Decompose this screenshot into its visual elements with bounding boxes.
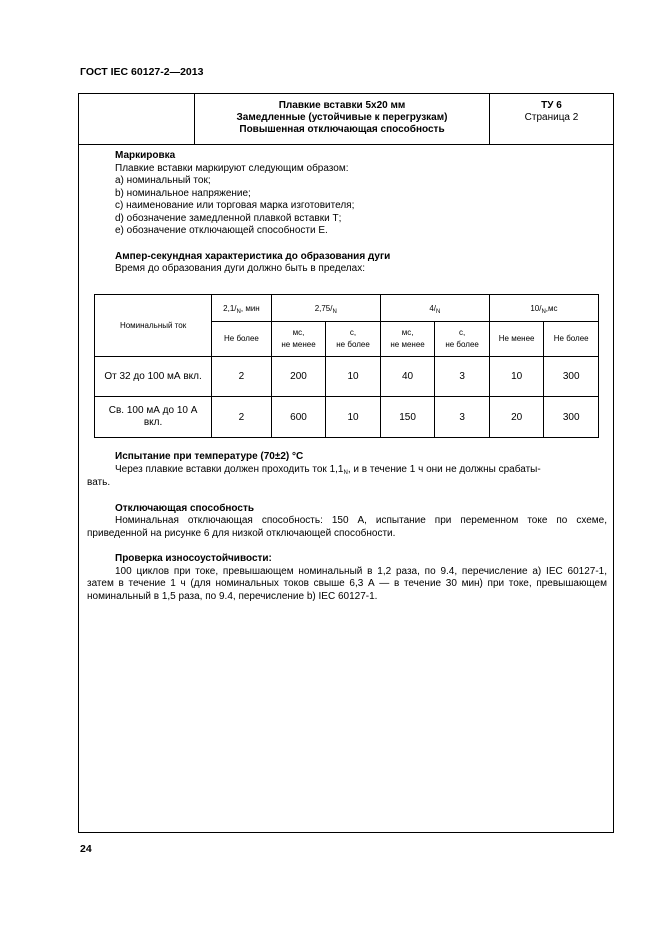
marking-item: b) номинальное напряжение; (115, 187, 251, 199)
sub-header: Не более (212, 322, 272, 357)
marking-intro: Плавкие вставки маркируют следующим образом: (115, 162, 349, 174)
cell: 10 (326, 357, 381, 397)
g1-value: 2,1 (223, 303, 235, 313)
cell: 10 (489, 357, 544, 397)
content (79, 145, 613, 276)
sub-header: Не менее (489, 322, 544, 357)
temp-text-b: , и в течение 1 ч они не должны срабаты- (347, 463, 541, 475)
sub-n: N (436, 308, 441, 315)
cell: 600 (271, 397, 326, 438)
cell: 20 (489, 397, 544, 438)
sub-header (435, 322, 490, 357)
group-header-2-75: $2,75/_N$ (271, 295, 380, 322)
breaking-text: Номинальная отключающая способность: 150 А, испытание при переменном токе по схеме, приведенной на рисунке 6 для низкой отключающей способности. (87, 515, 607, 539)
sub-n: N (332, 308, 337, 315)
breaking-heading: Отключающая способность (115, 502, 255, 514)
sub-header (326, 322, 381, 357)
header-page: Страница 2 (524, 112, 579, 123)
document-code: ГОСТ IEC 60127-2—2013 (80, 66, 204, 78)
cell: 2 (212, 397, 272, 438)
cell: 300 (544, 357, 599, 397)
row-label: От 32 до 100 мА вкл. (95, 357, 212, 397)
g2-value: 2,75 (314, 303, 331, 313)
sub-ms: мс, (401, 328, 414, 337)
arc-intro: Время до образования дуги должно быть в пределах: (115, 263, 365, 274)
marking-heading: Маркировка (115, 150, 176, 161)
cell: 10 (326, 397, 381, 438)
row-label-line1: Св. 100 мА до 10 А (108, 405, 198, 416)
marking-item: c) наименование или торговая марка изготовителя; (115, 200, 355, 211)
sub-header (271, 322, 326, 357)
header-blank-cell (79, 94, 195, 144)
sub-header (380, 322, 435, 357)
group-header-10: $10/_N,мс$ (489, 295, 598, 322)
sub-ms: мс, (292, 328, 305, 337)
temp-test-heading: Испытание при температуре (70±2) °С (115, 451, 304, 462)
header-title-line3: Повышенная отключающая способность (239, 124, 445, 135)
cell: 3 (435, 397, 490, 438)
sub-not-more: не более (336, 340, 370, 349)
sub-s: с, (349, 328, 357, 337)
marking-item: a) номинальный ток; (115, 175, 211, 186)
cell: 3 (435, 357, 490, 397)
sub-not-less: не менее (281, 340, 316, 349)
header-tu-cell (490, 94, 613, 144)
temp-test-text (87, 464, 607, 478)
g4-value: 10 (530, 303, 540, 313)
g1-unit: , мин (240, 303, 260, 313)
arc-heading: Ампер-секундная характеристика до образования дуги (115, 250, 391, 262)
group-header-4: $4/_N$ (380, 295, 489, 322)
page-frame (78, 93, 614, 833)
header-title-line1: Плавкие вставки 5x20 мм (278, 100, 406, 111)
sub-n: N (236, 308, 241, 315)
row-label (95, 397, 212, 438)
marking-item: e) обозначение отключающей способности Е. (115, 225, 328, 236)
temp-text-a: Через плавкие вставки должен проходить ток 1,1 (115, 463, 344, 475)
sub-s: с, (458, 328, 466, 337)
cell: 2 (212, 357, 272, 397)
rated-current-header: Номинальный ток (95, 295, 212, 357)
cell: 150 (380, 397, 435, 438)
g4-unit: ,мс (545, 303, 558, 313)
header-title-line2: Замедленные (устойчивые к перегрузкам) (236, 112, 448, 123)
header-table (79, 94, 613, 145)
endurance-heading: Проверка износоустойчивости: (115, 553, 272, 564)
sub-not-more: не более (445, 340, 479, 349)
sub-n: N (343, 469, 348, 476)
sub-header: Не более (544, 322, 599, 357)
header-tu: ТУ 6 (541, 100, 562, 111)
page-number: 24 (80, 843, 92, 855)
cell: 40 (380, 357, 435, 397)
arc-table (94, 294, 599, 438)
table-row (95, 397, 599, 438)
row-label-line2: вкл. (143, 417, 163, 428)
g3-value: 4 (429, 303, 434, 313)
content-lower (79, 451, 613, 603)
header-title-cell (195, 94, 490, 144)
sub-n: N (541, 308, 546, 315)
group-header-2-1: $2,1/_N$, мин (212, 295, 272, 322)
cell: 200 (271, 357, 326, 397)
marking-item: d) обозначение замедленной плавкой вставки Т; (115, 212, 342, 224)
sub-not-less: не менее (390, 340, 425, 349)
endurance-text: 100 циклов при токе, превышающем номинальный в 1,2 раза, по 9.4, перечисление а) IEC 60127-1, затем в течение 1 ч (для номинальных токов свыше 6,3 А — в течение 30 мин) при токе, превышающем номинальный в 1,5 раза, по 9.4, перечисление b) IEC 60127-1. (87, 565, 607, 602)
temp-test-text-end: вать. (87, 477, 111, 488)
cell: 300 (544, 397, 599, 438)
table-row (95, 357, 599, 397)
